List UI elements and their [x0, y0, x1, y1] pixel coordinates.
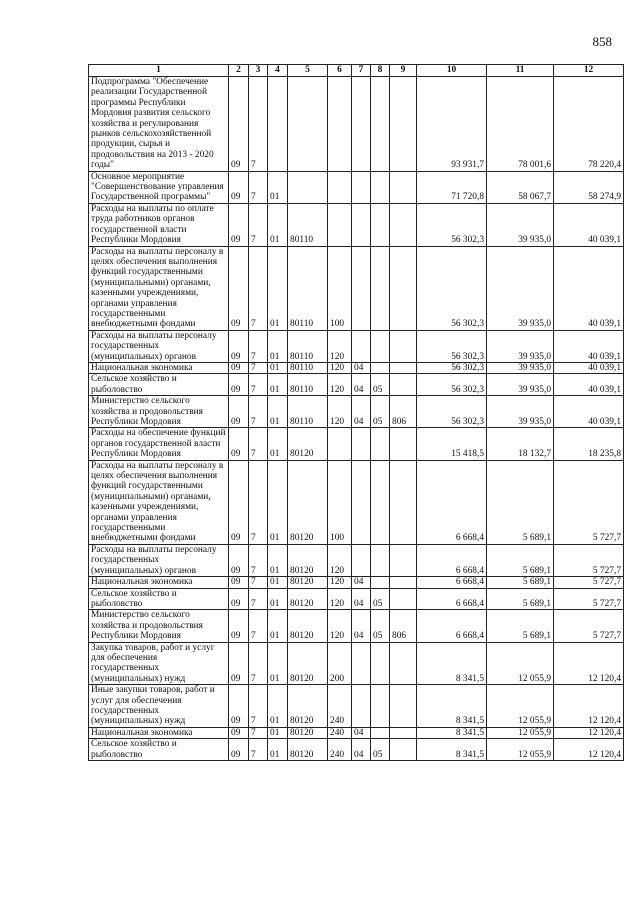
code-cell — [390, 739, 417, 761]
code-cell: 100 — [328, 246, 352, 330]
code-cell: 09 — [229, 685, 249, 728]
code-cell: 80110 — [288, 374, 328, 396]
code-cell: 09 — [229, 460, 249, 544]
code-cell — [371, 642, 390, 685]
code-cell: 04 — [352, 374, 371, 396]
row-name-cell: Национальная экономика — [89, 362, 229, 373]
code-cell: 120 — [328, 396, 352, 428]
code-cell: 05 — [371, 588, 390, 610]
code-cell: 09 — [229, 77, 249, 172]
table-row — [89, 642, 624, 685]
code-cell — [390, 642, 417, 685]
amount-cell: 6 668,4 — [417, 460, 487, 544]
code-cell — [268, 77, 288, 172]
table-row — [89, 396, 624, 428]
code-cell: 7 — [249, 577, 268, 588]
code-cell: 09 — [229, 428, 249, 460]
code-cell — [352, 544, 371, 576]
code-cell: 05 — [371, 610, 390, 642]
row-name-cell: Министерство сельского хозяйства и продовольствия Республики Мордовия — [89, 610, 229, 642]
code-cell: 80120 — [288, 610, 328, 642]
code-cell: 01 — [268, 428, 288, 460]
code-cell: 09 — [229, 642, 249, 685]
code-cell — [371, 330, 390, 362]
amount-cell: 56 302,3 — [417, 246, 487, 330]
code-cell — [288, 171, 328, 203]
code-cell: 01 — [268, 246, 288, 330]
code-cell: 80110 — [288, 246, 328, 330]
amount-cell: 12 120,4 — [554, 727, 624, 738]
code-cell: 80120 — [288, 577, 328, 588]
code-cell: 01 — [268, 577, 288, 588]
row-name-cell: Расходы на обеспечение функций органов государственной власти Республики Мордовия — [89, 428, 229, 460]
table-body — [89, 77, 624, 761]
code-cell: 01 — [268, 203, 288, 246]
code-cell — [390, 544, 417, 576]
code-cell — [390, 171, 417, 203]
row-name-cell: Закупка товаров, работ и услуг для обеспечения государственных (муниципальных) нужд — [89, 642, 229, 685]
code-cell: 7 — [249, 203, 268, 246]
code-cell — [371, 362, 390, 373]
code-cell: 7 — [249, 396, 268, 428]
column-header: 2 — [229, 65, 249, 77]
code-cell: 200 — [328, 642, 352, 685]
code-cell — [328, 77, 352, 172]
table-row — [89, 739, 624, 761]
code-cell: 04 — [352, 577, 371, 588]
row-name-cell: Расходы на выплаты персоналу в целях обеспечения выполнения функций государственными (муниципальными) органами, казенными учреждениями, органами управления государственными внебюджетными фондами — [89, 246, 229, 330]
code-cell: 04 — [352, 362, 371, 373]
table-row — [89, 374, 624, 396]
code-cell — [390, 577, 417, 588]
amount-cell: 8 341,5 — [417, 685, 487, 728]
row-name-cell: Расходы на выплаты персоналу государственных (муниципальных) органов — [89, 544, 229, 576]
code-cell — [390, 685, 417, 728]
amount-cell: 39 935,0 — [487, 203, 554, 246]
code-cell — [352, 203, 371, 246]
amount-cell: 15 418,5 — [417, 428, 487, 460]
amount-cell: 5 689,1 — [487, 577, 554, 588]
code-cell: 120 — [328, 544, 352, 576]
code-cell — [371, 577, 390, 588]
header-row — [89, 65, 624, 77]
code-cell: 240 — [328, 739, 352, 761]
code-cell: 09 — [229, 203, 249, 246]
amount-cell: 5 689,1 — [487, 544, 554, 576]
code-cell: 04 — [352, 727, 371, 738]
code-cell: 09 — [229, 374, 249, 396]
code-cell: 05 — [371, 374, 390, 396]
code-cell: 01 — [268, 727, 288, 738]
column-header: 12 — [554, 65, 624, 77]
code-cell: 7 — [249, 685, 268, 728]
code-cell: 01 — [268, 642, 288, 685]
amount-cell: 6 668,4 — [417, 610, 487, 642]
code-cell: 01 — [268, 685, 288, 728]
code-cell: 80110 — [288, 396, 328, 428]
code-cell: 120 — [328, 610, 352, 642]
column-header: 11 — [487, 65, 554, 77]
column-header: 1 — [89, 65, 229, 77]
row-name-cell: Сельское хозяйство и рыболовство — [89, 739, 229, 761]
code-cell: 09 — [229, 727, 249, 738]
code-cell: 05 — [371, 396, 390, 428]
column-header: 5 — [288, 65, 328, 77]
code-cell: 04 — [352, 610, 371, 642]
code-cell — [371, 246, 390, 330]
code-cell — [371, 428, 390, 460]
code-cell: 04 — [352, 739, 371, 761]
table-row — [89, 246, 624, 330]
code-cell: 80120 — [288, 727, 328, 738]
code-cell: 7 — [249, 588, 268, 610]
code-cell: 7 — [249, 362, 268, 373]
amount-cell: 12 120,4 — [554, 739, 624, 761]
code-cell: 7 — [249, 544, 268, 576]
amount-cell: 8 341,5 — [417, 727, 487, 738]
row-name-cell: Сельское хозяйство и рыболовство — [89, 374, 229, 396]
code-cell — [352, 171, 371, 203]
code-cell — [390, 362, 417, 373]
amount-cell: 56 302,3 — [417, 396, 487, 428]
code-cell — [371, 727, 390, 738]
code-cell: 7 — [249, 330, 268, 362]
code-cell: 240 — [328, 727, 352, 738]
code-cell: 7 — [249, 428, 268, 460]
code-cell — [371, 685, 390, 728]
code-cell: 7 — [249, 460, 268, 544]
amount-cell: 12 055,9 — [487, 685, 554, 728]
amount-cell: 93 931,7 — [417, 77, 487, 172]
table-row — [89, 544, 624, 576]
code-cell — [390, 330, 417, 362]
code-cell: 100 — [328, 460, 352, 544]
table-row — [89, 727, 624, 738]
amount-cell: 56 302,3 — [417, 362, 487, 373]
code-cell: 7 — [249, 246, 268, 330]
code-cell — [390, 460, 417, 544]
code-cell — [352, 428, 371, 460]
amount-cell: 58 274,9 — [554, 171, 624, 203]
table-row — [89, 685, 624, 728]
code-cell: 806 — [390, 610, 417, 642]
amount-cell: 6 668,4 — [417, 588, 487, 610]
amount-cell: 40 039,1 — [554, 362, 624, 373]
table-row — [89, 203, 624, 246]
amount-cell: 78 001,6 — [487, 77, 554, 172]
amount-cell: 12 055,9 — [487, 727, 554, 738]
code-cell: 80120 — [288, 588, 328, 610]
table-row — [89, 460, 624, 544]
code-cell — [390, 588, 417, 610]
code-cell: 240 — [328, 685, 352, 728]
code-cell: 7 — [249, 739, 268, 761]
amount-cell: 56 302,3 — [417, 203, 487, 246]
table-row — [89, 77, 624, 172]
table-row — [89, 588, 624, 610]
row-name-cell: Иные закупки товаров, работ и услуг для обеспечения государственных (муниципальных) нужд — [89, 685, 229, 728]
amount-cell: 40 039,1 — [554, 203, 624, 246]
code-cell: 7 — [249, 374, 268, 396]
code-cell — [371, 203, 390, 246]
code-cell — [352, 460, 371, 544]
code-cell: 80110 — [288, 203, 328, 246]
amount-cell: 5 689,1 — [487, 610, 554, 642]
code-cell: 80120 — [288, 739, 328, 761]
code-cell — [352, 77, 371, 172]
amount-cell: 12 055,9 — [487, 739, 554, 761]
code-cell: 09 — [229, 544, 249, 576]
code-cell: 80120 — [288, 642, 328, 685]
code-cell: 7 — [249, 171, 268, 203]
code-cell: 7 — [249, 77, 268, 172]
code-cell — [390, 77, 417, 172]
amount-cell: 5 727,7 — [554, 577, 624, 588]
code-cell: 7 — [249, 727, 268, 738]
table-row — [89, 362, 624, 373]
amount-cell: 6 668,4 — [417, 544, 487, 576]
code-cell — [352, 330, 371, 362]
amount-cell: 39 935,0 — [487, 396, 554, 428]
amount-cell: 40 039,1 — [554, 396, 624, 428]
amount-cell: 8 341,5 — [417, 739, 487, 761]
row-name-cell: Национальная экономика — [89, 727, 229, 738]
code-cell: 09 — [229, 577, 249, 588]
table-row — [89, 577, 624, 588]
amount-cell: 18 132,7 — [487, 428, 554, 460]
code-cell: 7 — [249, 610, 268, 642]
code-cell — [328, 428, 352, 460]
amount-cell: 8 341,5 — [417, 642, 487, 685]
table-row — [89, 330, 624, 362]
code-cell — [352, 246, 371, 330]
amount-cell: 5 689,1 — [487, 588, 554, 610]
amount-cell: 5 727,7 — [554, 544, 624, 576]
amount-cell: 58 067,7 — [487, 171, 554, 203]
code-cell — [371, 171, 390, 203]
code-cell: 01 — [268, 544, 288, 576]
code-cell: 09 — [229, 588, 249, 610]
amount-cell: 6 668,4 — [417, 577, 487, 588]
amount-cell: 39 935,0 — [487, 362, 554, 373]
amount-cell: 39 935,0 — [487, 374, 554, 396]
code-cell — [352, 685, 371, 728]
amount-cell: 56 302,3 — [417, 330, 487, 362]
code-cell — [371, 460, 390, 544]
code-cell: 04 — [352, 396, 371, 428]
code-cell — [328, 171, 352, 203]
column-header: 6 — [328, 65, 352, 77]
column-header: 7 — [352, 65, 371, 77]
code-cell: 09 — [229, 396, 249, 428]
column-header: 3 — [249, 65, 268, 77]
code-cell: 09 — [229, 246, 249, 330]
code-cell: 806 — [390, 396, 417, 428]
code-cell: 80120 — [288, 428, 328, 460]
code-cell: 05 — [371, 739, 390, 761]
amount-cell: 12 120,4 — [554, 642, 624, 685]
code-cell: 01 — [268, 588, 288, 610]
code-cell: 120 — [328, 330, 352, 362]
code-cell: 01 — [268, 610, 288, 642]
row-name-cell: Национальная экономика — [89, 577, 229, 588]
code-cell: 01 — [268, 330, 288, 362]
amount-cell: 5 727,7 — [554, 588, 624, 610]
row-name-cell: Расходы на выплаты персоналу в целях обеспечения выполнения функций государственными (муниципальными) органами, казенными учреждениями, органами управления государственными внебюджетными фондами — [89, 460, 229, 544]
amount-cell: 39 935,0 — [487, 246, 554, 330]
amount-cell: 40 039,1 — [554, 246, 624, 330]
column-header: 9 — [390, 65, 417, 77]
code-cell: 01 — [268, 362, 288, 373]
amount-cell: 12 055,9 — [487, 642, 554, 685]
amount-cell: 40 039,1 — [554, 330, 624, 362]
code-cell: 120 — [328, 362, 352, 373]
code-cell: 120 — [328, 374, 352, 396]
code-cell — [390, 203, 417, 246]
column-header: 4 — [268, 65, 288, 77]
code-cell: 01 — [268, 460, 288, 544]
code-cell — [390, 727, 417, 738]
amount-cell: 18 235,8 — [554, 428, 624, 460]
code-cell: 01 — [268, 171, 288, 203]
code-cell: 80110 — [288, 330, 328, 362]
code-cell: 09 — [229, 610, 249, 642]
table-row — [89, 428, 624, 460]
code-cell — [390, 374, 417, 396]
amount-cell: 5 727,7 — [554, 610, 624, 642]
code-cell: 01 — [268, 396, 288, 428]
budget-table — [88, 64, 624, 761]
code-cell: 120 — [328, 588, 352, 610]
code-cell — [352, 642, 371, 685]
amount-cell: 40 039,1 — [554, 374, 624, 396]
row-name-cell: Сельское хозяйство и рыболовство — [89, 588, 229, 610]
page-number: 858 — [592, 34, 612, 49]
row-name-cell: Расходы на выплаты персоналу государственных (муниципальных) органов — [89, 330, 229, 362]
table-row — [89, 610, 624, 642]
code-cell: 09 — [229, 362, 249, 373]
code-cell — [371, 544, 390, 576]
code-cell: 80120 — [288, 544, 328, 576]
amount-cell: 5 689,1 — [487, 460, 554, 544]
amount-cell: 56 302,3 — [417, 374, 487, 396]
code-cell — [390, 246, 417, 330]
column-header: 10 — [417, 65, 487, 77]
code-cell: 04 — [352, 588, 371, 610]
row-name-cell: Министерство сельского хозяйства и продовольствия Республики Мордовия — [89, 396, 229, 428]
column-header: 8 — [371, 65, 390, 77]
code-cell: 01 — [268, 739, 288, 761]
code-cell: 7 — [249, 642, 268, 685]
row-name-cell: Подпрограмма "Обеспечение реализации Государственной программы Республики Мордовия развития сельского хозяйства и регулирования рынков сельскохозяйственной продукции, сырья и продовольствия на 2013 - 2020 годы" — [89, 77, 229, 172]
code-cell — [328, 203, 352, 246]
code-cell: 09 — [229, 171, 249, 203]
amount-cell: 78 220,4 — [554, 77, 624, 172]
amount-cell: 71 720,8 — [417, 171, 487, 203]
code-cell: 80120 — [288, 685, 328, 728]
row-name-cell: Расходы на выплаты по оплате труда работников органов государственной власти Республики Мордовия — [89, 203, 229, 246]
code-cell: 80120 — [288, 460, 328, 544]
amount-cell: 39 935,0 — [487, 330, 554, 362]
amount-cell: 5 727,7 — [554, 460, 624, 544]
table-row — [89, 171, 624, 203]
code-cell — [390, 428, 417, 460]
code-cell: 09 — [229, 330, 249, 362]
code-cell: 09 — [229, 739, 249, 761]
row-name-cell: Основное мероприятие "Совершенствование управления Государственной программы" — [89, 171, 229, 203]
code-cell — [288, 77, 328, 172]
code-cell: 80110 — [288, 362, 328, 373]
amount-cell: 12 120,4 — [554, 685, 624, 728]
code-cell: 120 — [328, 577, 352, 588]
code-cell — [371, 77, 390, 172]
code-cell: 01 — [268, 374, 288, 396]
